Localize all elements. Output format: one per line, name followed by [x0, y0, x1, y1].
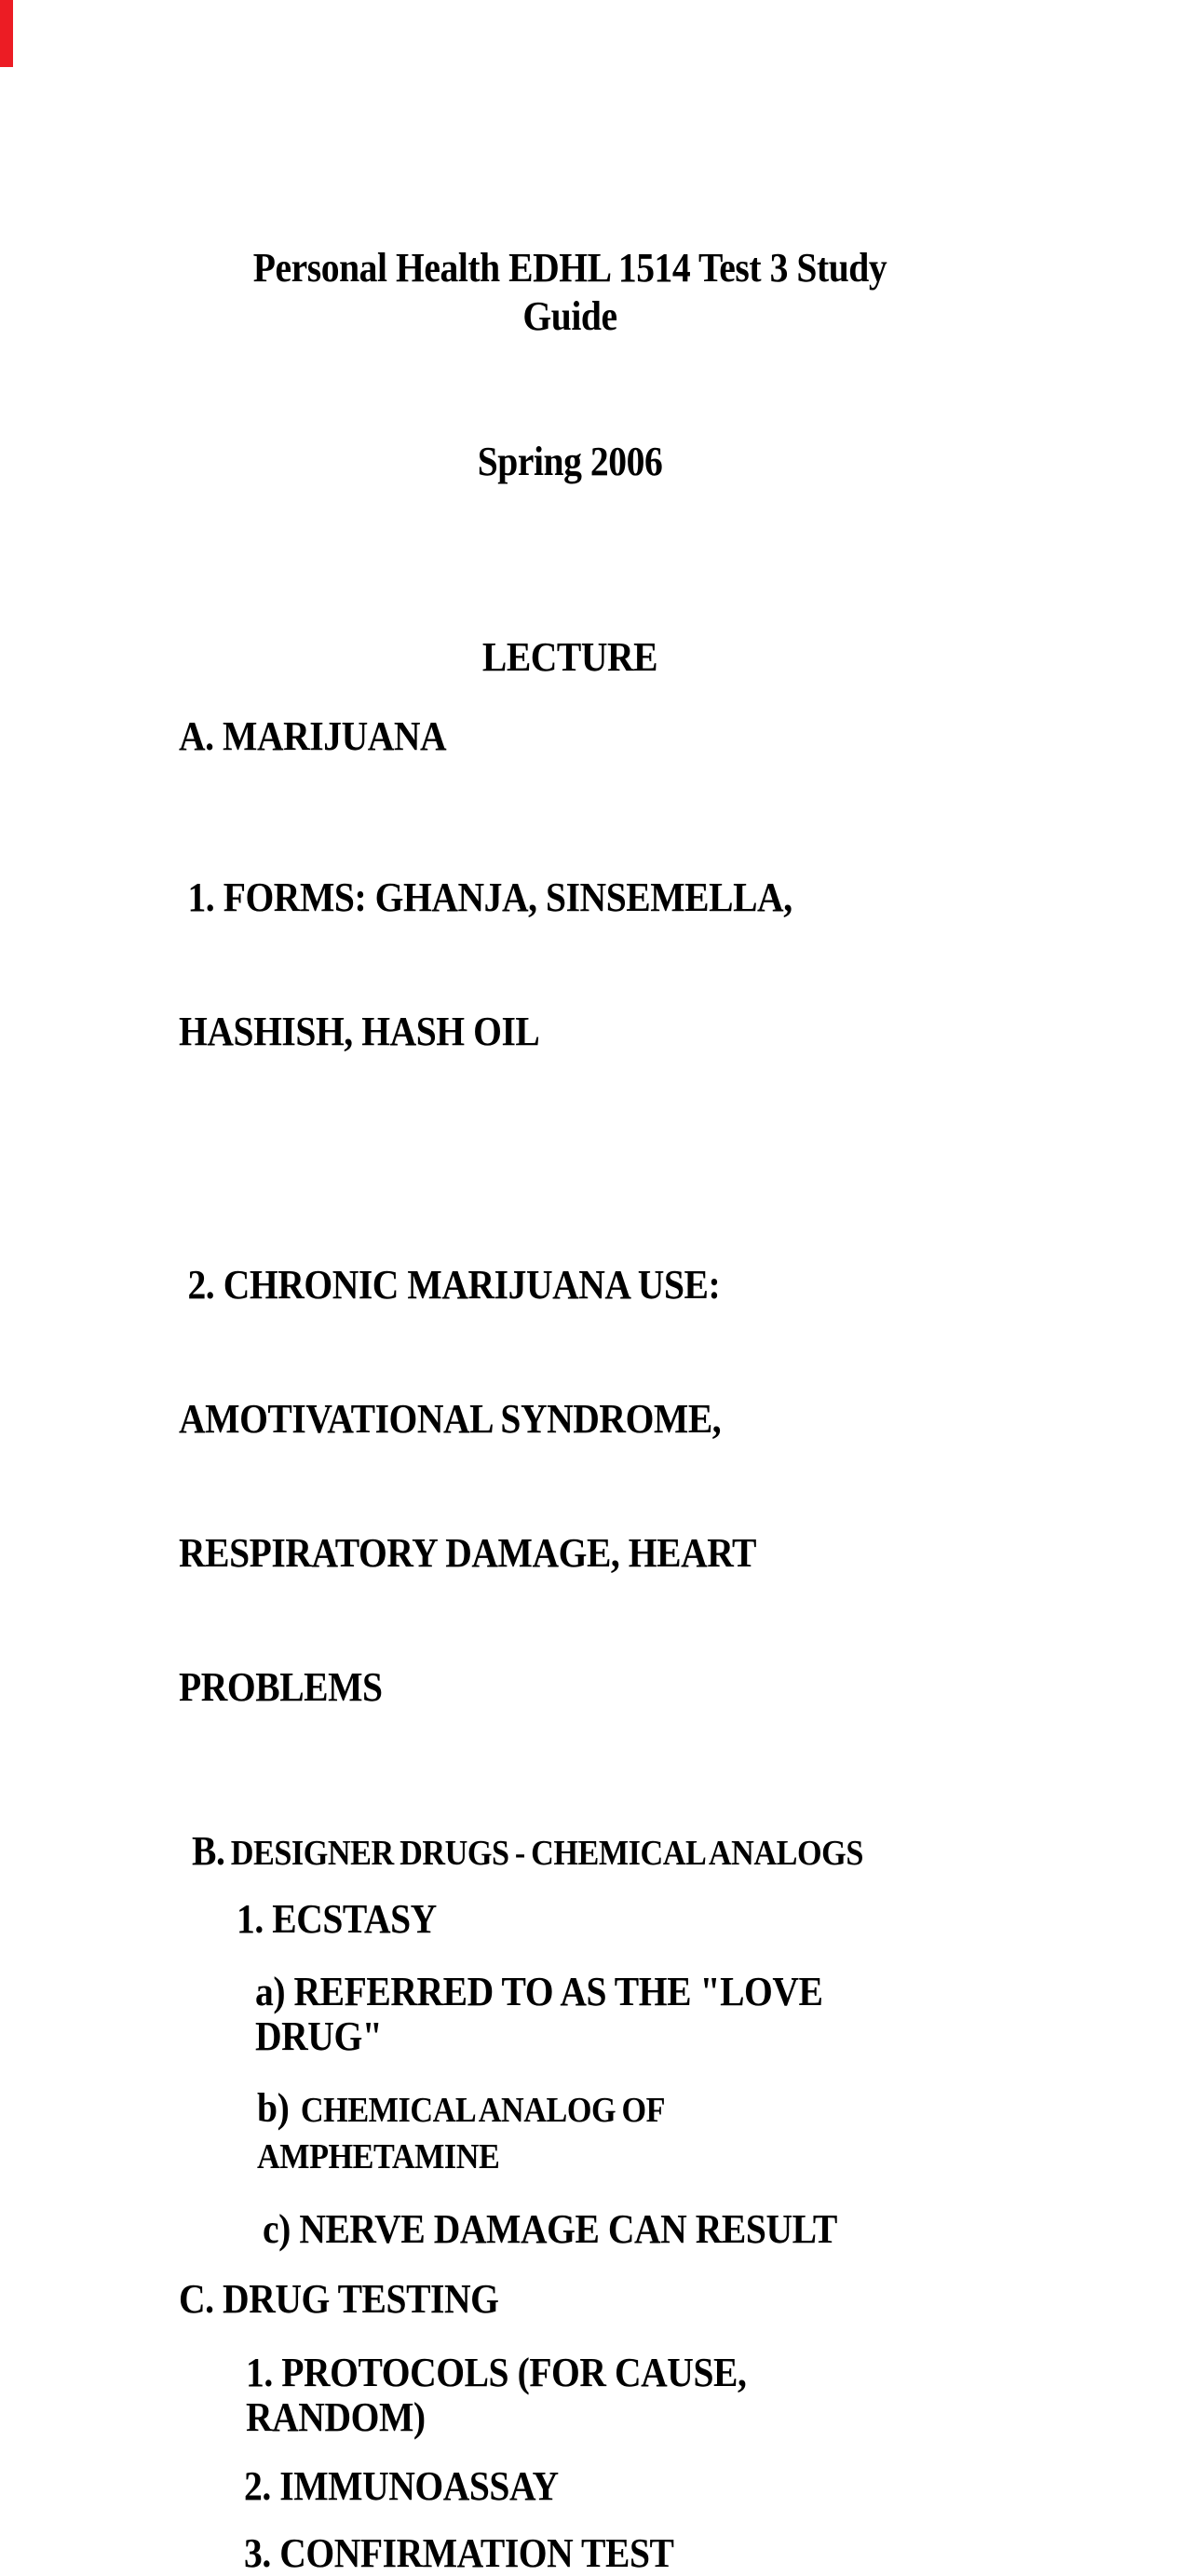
outline-item-a2	[179, 1173, 883, 1799]
outline-item-a2-line-1: 2. CHRONIC MARIJUANA USE:	[179, 1262, 721, 1308]
outline-item-b-marker: B.	[192, 1828, 225, 1874]
title-line-1: Personal Health EDHL 1514 Test 3 Study Guide	[252, 245, 896, 339]
outline-item-b	[192, 1829, 884, 1876]
outline-item-a2-line-2: AMOTIVATIONAL SYNDROME,	[179, 1396, 722, 1442]
outline-item-a: A. MARIJUANA	[179, 713, 447, 759]
outline-item-a2-line-3: RESPIRATORY DAMAGE, HEART	[179, 1530, 757, 1576]
outline-item-b-label: DESIGNER DRUGS - CHEMICAL ANALOGS	[224, 1834, 863, 1873]
document-title	[218, 147, 922, 583]
outline-item-c3: 3. CONFIRMATION TEST	[244, 2530, 674, 2576]
outline-item-a1-line-2: HASHISH, HASH OIL	[179, 1009, 540, 1054]
outline-item-a1	[179, 786, 883, 1144]
page-corner-marker	[0, 0, 13, 67]
title-line-2: Spring 2006	[477, 439, 663, 484]
lecture-heading: LECTURE	[481, 634, 658, 680]
outline-item-a2-line-4: PROBLEMS	[179, 1664, 383, 1710]
outline-item-b1c: c) NERVE DAMAGE CAN RESULT	[263, 2206, 837, 2252]
outline-item-b1b-marker: b)	[257, 2085, 290, 2131]
outline-item-b1a: a) REFERRED TO AS THE "LOVE DRUG"	[255, 1969, 832, 2059]
outline-item-c1: 1. PROTOCOLS (FOR CAUSE, RANDOM)	[246, 2350, 755, 2440]
outline-item-b1b-label: CHEMICAL ANALOG OF AMPHETAMINE	[257, 2091, 669, 2176]
outline-item-c: C. DRUG TESTING	[179, 2276, 499, 2322]
outline-item-c2: 2. IMMUNOASSAY	[244, 2463, 559, 2509]
outline-item-a1-line-1: 1. FORMS: GHANJA, SINSEMELLA,	[179, 874, 792, 920]
document-body	[179, 0, 961, 2576]
outline-item-b1: 1. ECSTASY	[237, 1896, 437, 1942]
outline-item-b1b	[257, 2086, 890, 2179]
